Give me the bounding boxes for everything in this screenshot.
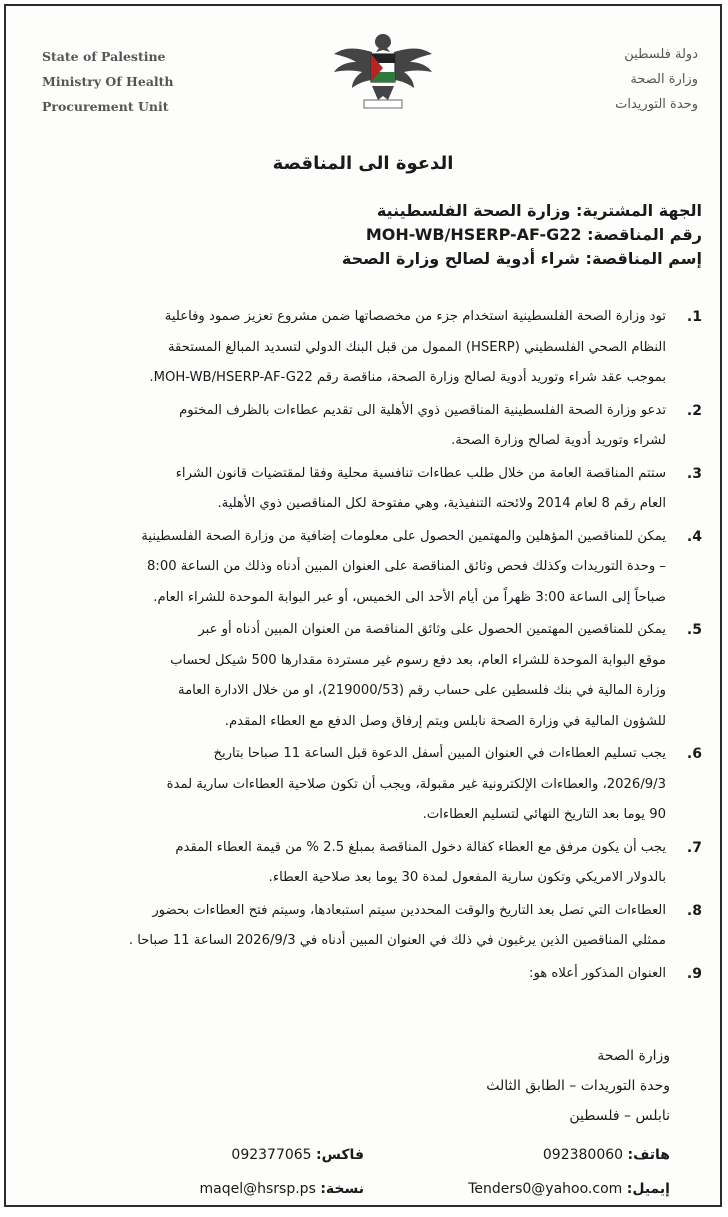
email-label: إيميل: bbox=[626, 1181, 670, 1197]
clause-line: بموجب عقد شراء وتوريد أدوية لصالح وزارة الصحة، مناقصة رقم MOH-WB/HSERP-AF-G22. bbox=[149, 370, 666, 385]
clause-6 bbox=[20, 739, 702, 831]
address-unit: وحدة التوريدات – الطابق الثالث bbox=[486, 1078, 670, 1094]
purchasing-entity: الجهة المشترية: وزارة الصحة الفلسطينية bbox=[376, 201, 702, 220]
fax-label: فاكس: bbox=[316, 1147, 364, 1163]
clause-4 bbox=[20, 522, 702, 614]
clause-line: العام رقم 8 لعام 2014 ولائحته التنفيذية، وهي مفتوحة لكل المناقصين ذوي الأهلية. bbox=[217, 496, 666, 511]
clause-number: 3. bbox=[686, 465, 702, 482]
phone-value: 092380060 bbox=[542, 1147, 624, 1163]
clause-line: 90 يوما بعد التاريخ النهائي لتسليم العطاءات. bbox=[422, 807, 666, 822]
clause-line: تدعو وزارة الصحة الفلسطينية المناقصين ذوي الأهلية الى تقديم عطاءات بالظرف المختوم bbox=[179, 402, 666, 418]
clause-line: يجب تسليم العطاءات في العنوان المبين أسفل الدعوة قبل الساعة 11 صباحا بتاريخ bbox=[213, 746, 666, 761]
contact-right bbox=[468, 1138, 670, 1206]
address-city: نابلس – فلسطين bbox=[569, 1108, 670, 1124]
clause-line: للشؤون المالية في وزارة الصحة نابلس ويتم إرفاق وصل الدفع مع العطاء المقدم. bbox=[224, 713, 666, 729]
clause-9 bbox=[20, 959, 702, 990]
header-arabic bbox=[615, 42, 698, 117]
clause-line: صباحاً إلى الساعة 3:00 ظهراً من أيام الأحد الى الخميس، أو عبر البوابة الموحدة للشراء العام. bbox=[153, 589, 666, 605]
clause-line: العنوان المذكور أعلاه هو: bbox=[529, 965, 666, 981]
copy-row bbox=[200, 1172, 364, 1206]
clause-line: يمكن للمناقصين المؤهلين والمهتمين الحصول على معلومات إضافية من وزارة الصحة الفلسطينية bbox=[141, 528, 666, 544]
tender-notice bbox=[4, 4, 722, 1207]
page-title: الدعوة الى المناقصة bbox=[272, 153, 454, 174]
fax-value: 092377065 bbox=[231, 1147, 312, 1163]
clause-line: تود وزارة الصحة الفلسطينية استخدام جزء من مخصصاتها ضمن مشروع تعزيز صمود وفاعلية bbox=[164, 309, 666, 324]
clause-number: 6. bbox=[686, 746, 702, 762]
clause-line: النظام الصحي الفلسطيني (HSERP) الممول من قبل البنك الدولي لتسديد المبالغ المستحقة bbox=[167, 339, 666, 355]
header-en-unit: Procurement Unit bbox=[42, 99, 169, 114]
clause-line: بالدولار الامريكي وتكون سارية المفعول لمدة 30 يوما بعد صلاحية العطاء. bbox=[268, 870, 666, 885]
clause-number: 1. bbox=[686, 309, 702, 325]
phone-label: هاتف: bbox=[627, 1147, 670, 1163]
email-link[interactable]: Tenders0@yahoo.com bbox=[468, 1181, 623, 1197]
contact-left bbox=[200, 1138, 364, 1206]
fax-row bbox=[200, 1138, 364, 1172]
clause-line: ممثلي المناقصين الذين يرغبون في ذلك في العنوان المبين أدناه في 2026/9/3 الساعة 11 صباحا . bbox=[128, 933, 666, 948]
email-row bbox=[468, 1172, 670, 1206]
clause-7 bbox=[20, 833, 702, 894]
header-ar-state: دولة فلسطين bbox=[624, 47, 698, 62]
clause-number: 9. bbox=[686, 965, 702, 982]
clause-line: 2026/9/3، والعطاءات الإلكترونية غير مقبولة، ويجب أن تكون صلاحية العطاءات سارية لمدة bbox=[166, 776, 666, 792]
clause-number: 2. bbox=[686, 402, 702, 419]
clause-number: 4. bbox=[686, 528, 702, 545]
clause-line: وزارة المالية في بنك فلسطين على حساب رقم (219000/53)، او من خلال الادارة العامة bbox=[178, 683, 666, 698]
tender-name: إسم المناقصة: شراء أدوية لصالح وزارة الصحة bbox=[341, 249, 702, 268]
header-ar-ministry: وزارة الصحة bbox=[630, 72, 698, 87]
clause-line: – وحدة التوريدات وكذلك فحص وثائق المناقصة على العنوان المبين أدناه وذلك من الساعة 8:00 bbox=[146, 559, 666, 574]
address-block bbox=[486, 1041, 670, 1131]
copy-label: نسخة: bbox=[320, 1181, 364, 1197]
copy-email-link[interactable]: maqel@hsrsp.ps bbox=[199, 1181, 316, 1197]
address-ministry: وزارة الصحة bbox=[597, 1048, 670, 1064]
palestine-eagle-emblem-icon bbox=[328, 26, 438, 116]
clause-2 bbox=[20, 396, 702, 457]
header-english bbox=[42, 44, 174, 119]
tender-clauses bbox=[20, 302, 702, 991]
phone-row bbox=[468, 1138, 670, 1172]
clause-3 bbox=[20, 459, 702, 520]
clause-number: 5. bbox=[686, 622, 702, 638]
clause-8 bbox=[20, 896, 702, 957]
header-ar-unit: وحدة التوريدات bbox=[615, 97, 698, 112]
clause-1 bbox=[20, 302, 702, 394]
clause-line: يمكن للمناقصين المهتمين الحصول على وثائق المناقصة من العنوان المبين أدناه أو عبر bbox=[198, 622, 666, 637]
clause-line: يجب أن يكون مرفق مع العطاء كفالة دخول المناقصة بمبلغ 2.5 % من قيمة العطاء المقدم bbox=[175, 839, 666, 855]
header-en-state: State of Palestine bbox=[42, 49, 166, 64]
header-en-ministry: Ministry Of Health bbox=[42, 74, 174, 89]
clause-number: 7. bbox=[686, 839, 702, 856]
tender-number: رقم المناقصة: MOH-WB/HSERP-AF-G22 bbox=[365, 225, 702, 244]
clause-line: العطاءات التي تصل بعد التاريخ والوقت المحددين سيتم استبعادها، وسيتم فتح العطاءات بحضور bbox=[152, 902, 666, 918]
clause-line: ستتم المناقصة العامة من خلال طلب عطاءات تنافسية محلية وفقا لمقتضيات قانون الشراء bbox=[175, 465, 666, 481]
clause-5 bbox=[20, 615, 702, 737]
tender-meta bbox=[24, 199, 702, 271]
clause-line: لشراء وتوريد أدوية لصالح وزارة الصحة. bbox=[451, 433, 666, 448]
clause-line: موقع البوابة الموحدة للشراء العام، بعد دفع رسوم غير مستردة مقدارها 500 شيكل لحساب bbox=[170, 652, 666, 668]
clause-number: 8. bbox=[686, 902, 702, 919]
